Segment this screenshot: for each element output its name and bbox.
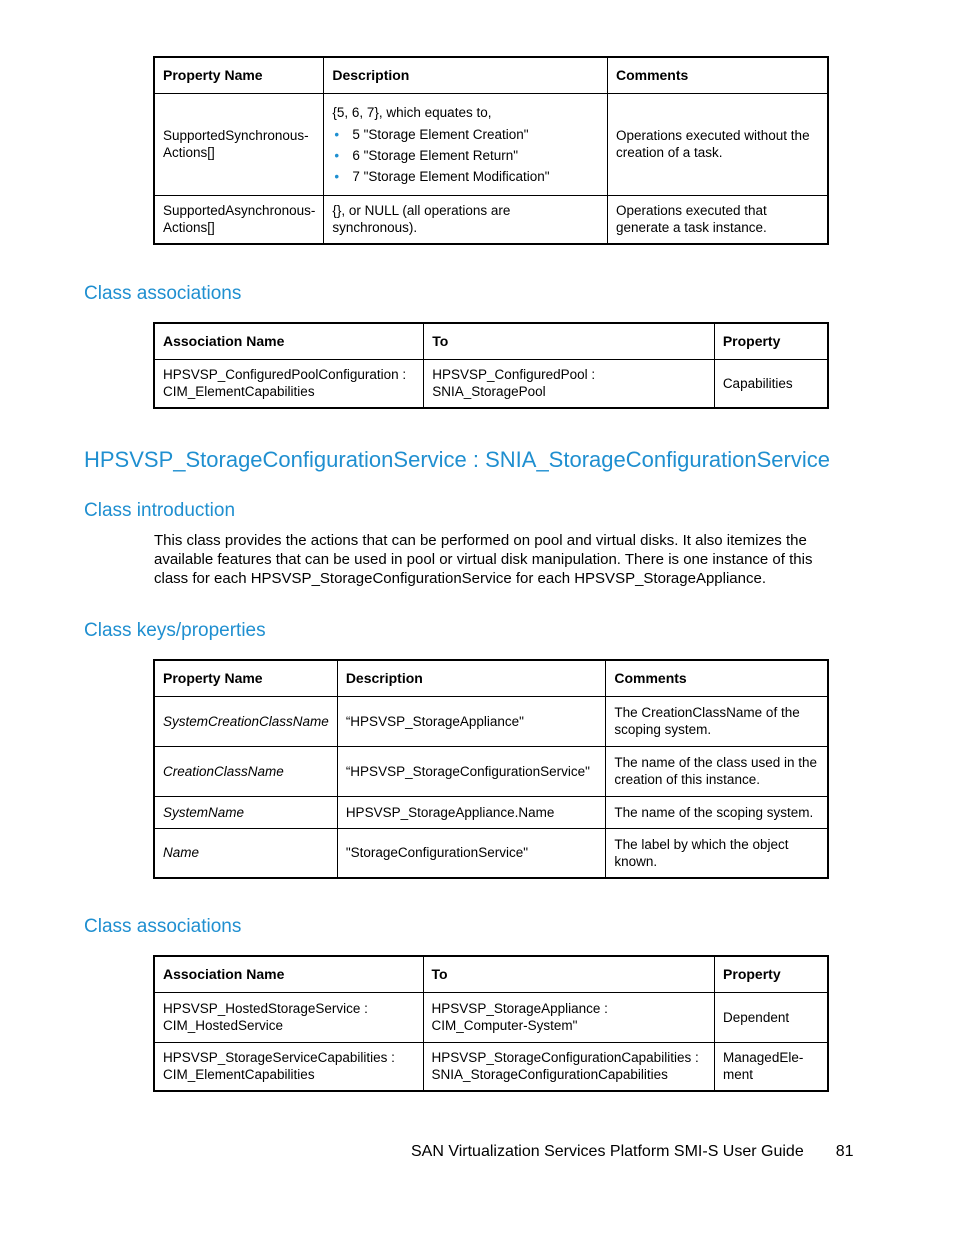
list-item: • 6 "Storage Element Return": [334, 147, 519, 163]
property-comment: Operations executed that generate a task instance.: [607, 195, 828, 244]
association-to: HPSVSP_StorageConfigurationCapabilities : SNIA_StorageConfigurationCapabilities: [423, 1042, 714, 1091]
property-name: SystemCreationClassName: [154, 696, 337, 746]
table-row: [154, 1042, 828, 1091]
property-description: {}, or NULL (all operations are synchronous).: [324, 195, 608, 244]
page-number: 81: [835, 1143, 854, 1160]
associations-table: [153, 955, 829, 1092]
property-description: “HPSVSP_StorageConfigurationService": [337, 746, 606, 796]
association-to: HPSVSP_ConfiguredPool : SNIA_StoragePool: [424, 359, 715, 408]
bullet-icon: •: [334, 147, 340, 163]
column-header: Property Name: [154, 660, 337, 696]
table-row: [154, 796, 828, 828]
column-header: To: [423, 956, 714, 992]
property-name: Name: [154, 828, 337, 878]
table-row: [154, 359, 828, 408]
bullet-icon: •: [334, 126, 340, 142]
page-footer: [411, 1143, 854, 1161]
property-comment: The name of the scoping system.: [606, 796, 828, 828]
association-property: ManagedEle-ment: [715, 1042, 828, 1091]
list-item: • 5 "Storage Element Creation": [334, 126, 529, 142]
column-header: Property: [715, 956, 828, 992]
property-comment: The name of the class used in the creation of this instance.: [606, 746, 828, 796]
associations-table: [153, 322, 829, 409]
value-list: [332, 126, 599, 185]
property-description: "StorageConfigurationService": [337, 828, 606, 878]
property-comment: Operations executed without the creation of a task.: [607, 93, 828, 195]
keys-properties-table: [153, 659, 829, 879]
table-row: [154, 746, 828, 796]
table-row: [154, 828, 828, 878]
section-heading-class-associations: Class associations: [84, 916, 242, 937]
footer-title: SAN Virtualization Services Platform SMI-S User Guide: [411, 1143, 804, 1160]
association-property: Dependent: [715, 992, 828, 1042]
column-header: Property: [714, 323, 828, 359]
column-header: Description: [337, 660, 606, 696]
column-header: Comments: [606, 660, 828, 696]
column-header: Property Name: [154, 57, 324, 93]
column-header: To: [424, 323, 715, 359]
column-header: Association Name: [154, 956, 423, 992]
property-description: “HPSVSP_StorageAppliance": [337, 696, 606, 746]
table-row: [154, 93, 828, 195]
table-row: [154, 195, 828, 244]
association-name: HPSVSP_ConfiguredPoolConfiguration : CIM_ElementCapabilities: [154, 359, 424, 408]
table-row: [154, 696, 828, 746]
property-name: SupportedAsynchronous-Actions[]: [154, 195, 324, 244]
class-title: HPSVSP_StorageConfigurationService : SNIA_StorageConfigurationService: [84, 447, 830, 472]
column-header: Comments: [607, 57, 828, 93]
association-name: HPSVSP_StorageServiceCapabilities : CIM_ElementCapabilities: [154, 1042, 423, 1091]
column-header: Description: [324, 57, 608, 93]
section-heading-class-associations: Class associations: [84, 283, 242, 304]
bullet-icon: •: [334, 168, 340, 184]
property-description: HPSVSP_StorageAppliance.Name: [337, 796, 606, 828]
list-item: • 7 "Storage Element Modification": [334, 168, 550, 184]
association-name: HPSVSP_HostedStorageService : CIM_HostedService: [154, 992, 423, 1042]
property-description: [324, 93, 608, 195]
property-name: SystemName: [154, 796, 337, 828]
property-name: CreationClassName: [154, 746, 337, 796]
section-heading-class-introduction: Class introduction: [84, 500, 236, 521]
property-name: SupportedSynchronous-Actions[]: [154, 93, 324, 195]
column-header: Association Name: [154, 323, 424, 359]
section-heading-class-keys: Class keys/properties: [84, 620, 266, 641]
association-property: Capabilities: [714, 359, 828, 408]
intro-paragraph: This class provides the actions that can be performed on pool and virtual disks. It also itemizes the available features that can be used in pool or virtual disk manipulation. There is one instance of this class for each HPSVSP_StorageConfigurationService for each HPSVSP_StorageAppliance.: [154, 532, 813, 587]
property-comment: The label by which the object known.: [606, 828, 828, 878]
association-to: HPSVSP_StorageAppliance : CIM_Computer-System": [423, 992, 714, 1042]
table-row: [154, 992, 828, 1042]
property-comment: The CreationClassName of the scoping system.: [606, 696, 828, 746]
description-intro: {5, 6, 7}, which equates to,: [332, 104, 492, 120]
properties-table-continued: [153, 56, 829, 245]
